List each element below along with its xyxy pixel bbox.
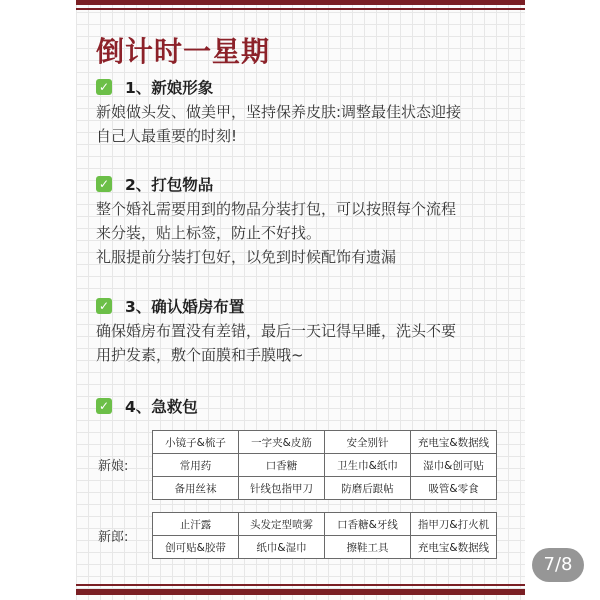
table-row	[153, 431, 497, 454]
table-cell: 吸管&零食	[411, 477, 497, 500]
table-cell: 防磨后跟帖	[325, 477, 411, 500]
bride-label: 新娘:	[98, 459, 129, 474]
section-heading-1	[96, 76, 213, 98]
table-row	[153, 513, 497, 536]
body-line: 用护发素，敷个面膜和手膜哦~	[96, 346, 304, 364]
body-line: 新娘做头发、做美甲，坚持保养皮肤:调整最佳状态迎接	[96, 103, 462, 121]
table-cell: 口香糖&牙线	[325, 513, 411, 536]
page-title: 倒计时一星期	[96, 35, 271, 68]
table-cell: 充电宝&数据线	[411, 431, 497, 454]
table-cell: 纸巾&湿巾	[239, 536, 325, 559]
section-heading-text: 2、打包物品	[125, 176, 214, 194]
table-cell: 口香糖	[239, 454, 325, 477]
top-rule-thick	[76, 0, 525, 5]
bottom-rule-thin	[76, 584, 525, 586]
table-cell: 常用药	[153, 454, 239, 477]
table-cell: 安全别针	[325, 431, 411, 454]
body-line: 来分装，贴上标签，防止不好找。	[96, 224, 322, 242]
section-heading-3	[96, 295, 244, 317]
page-indicator-badge[interactable]: 7/8	[532, 548, 584, 582]
body-line: 确保婚房布置没有差错，最后一天记得早睡，洗头不要	[96, 322, 457, 340]
table-cell: 湿巾&创可贴	[411, 454, 497, 477]
check-mark-icon: ✓	[96, 176, 112, 192]
section-heading-text: 3、确认婚房布置	[125, 298, 245, 316]
section-body-3	[96, 319, 511, 367]
section-heading-text: 4、急救包	[125, 398, 198, 416]
bride-kit-table	[152, 430, 497, 500]
table-cell: 备用丝袜	[153, 477, 239, 500]
check-mark-icon: ✓	[96, 79, 112, 95]
table-cell: 止汗露	[153, 513, 239, 536]
body-line: 整个婚礼需要用到的物品分装打包，可以按照每个流程	[96, 200, 457, 218]
table-cell: 针线包指甲刀	[239, 477, 325, 500]
check-mark-icon: ✓	[96, 398, 112, 414]
table-row	[153, 536, 497, 559]
table-cell: 创可贴&胶带	[153, 536, 239, 559]
table-row	[153, 477, 497, 500]
table-cell: 充电宝&数据线	[411, 536, 497, 559]
table-cell: 小镜子&梳子	[153, 431, 239, 454]
body-line: 自己人最重要的时刻!	[96, 127, 238, 145]
check-mark-icon: ✓	[96, 298, 112, 314]
top-rule-thin	[76, 8, 525, 10]
table-row	[153, 454, 497, 477]
groom-label: 新郎:	[98, 530, 129, 545]
section-body-1	[96, 100, 511, 148]
section-heading-2	[96, 173, 213, 195]
section-heading-4	[96, 395, 198, 417]
table-cell: 卫生巾&纸巾	[325, 454, 411, 477]
table-cell: 一字夹&皮筋	[239, 431, 325, 454]
section-body-2	[96, 197, 511, 269]
table-cell: 擦鞋工具	[325, 536, 411, 559]
table-cell: 头发定型喷雾	[239, 513, 325, 536]
section-heading-text: 1、新娘形象	[125, 79, 214, 97]
groom-kit-table	[152, 512, 497, 559]
bottom-rule-thick	[76, 589, 525, 595]
table-cell: 指甲刀&打火机	[411, 513, 497, 536]
body-line: 礼服提前分装打包好，以免到时候配饰有遗漏	[96, 248, 397, 266]
